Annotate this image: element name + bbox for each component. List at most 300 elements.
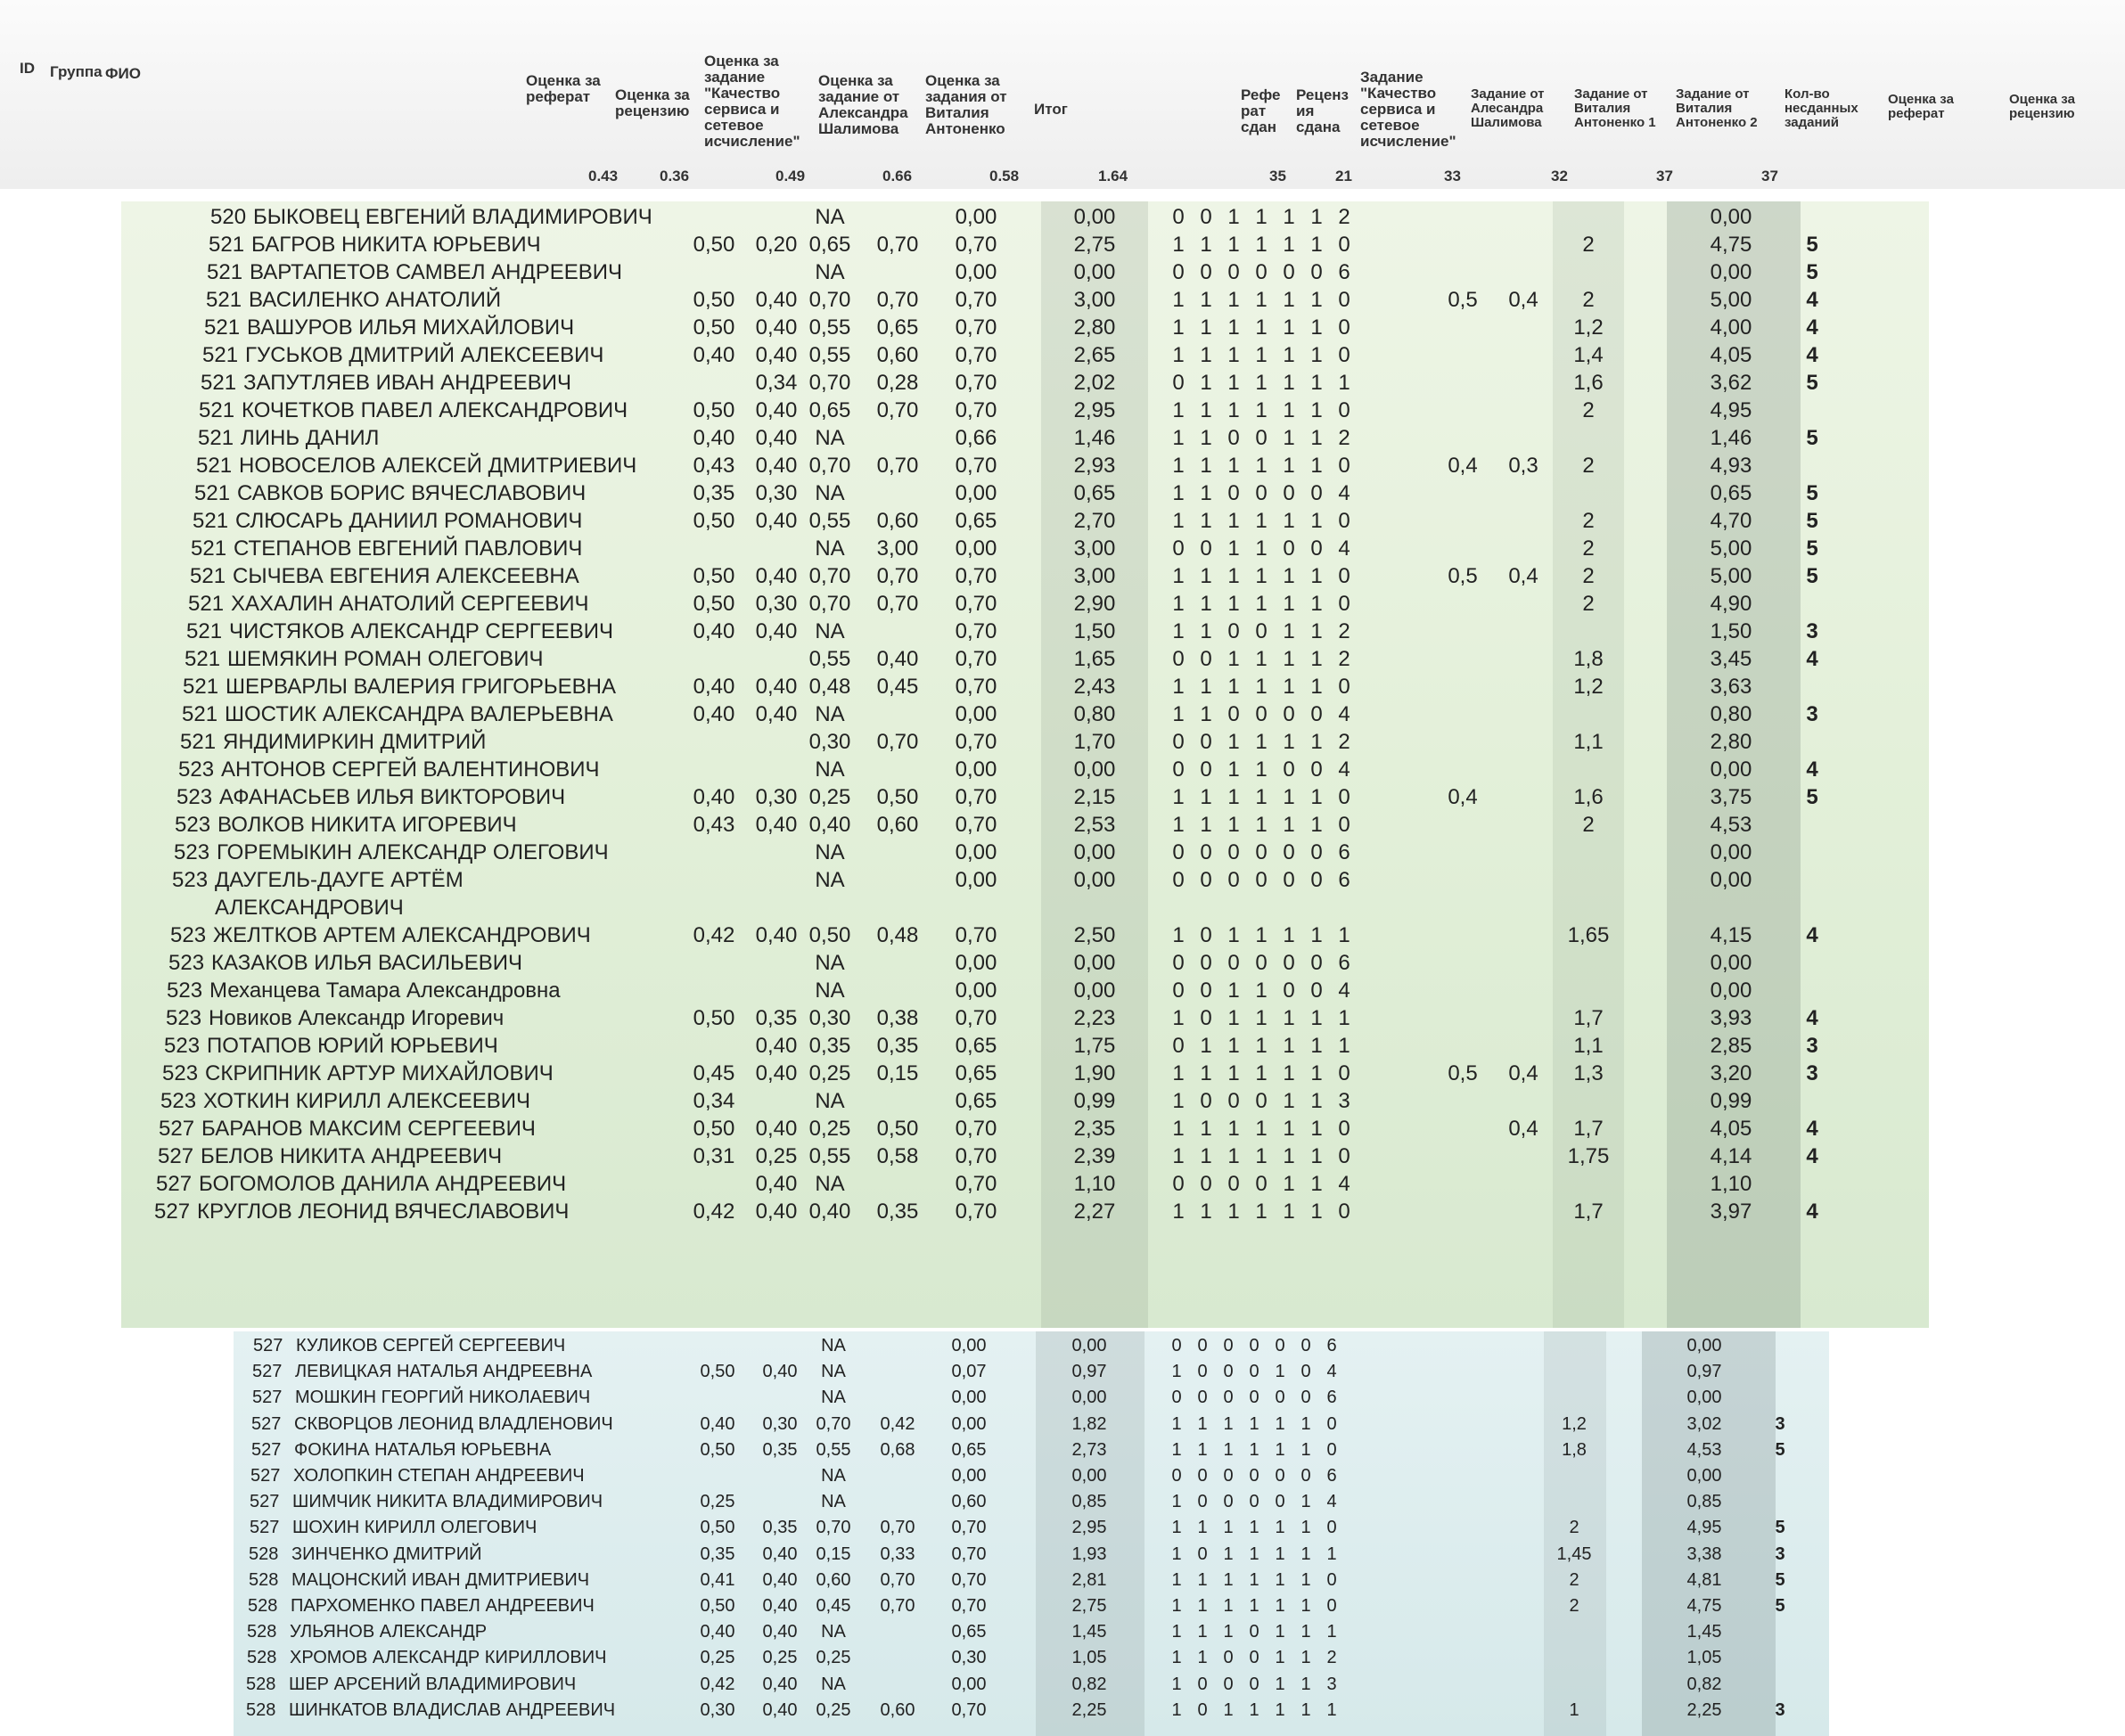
flag-cell: 0 — [1200, 1006, 1212, 1030]
name-cell: ШЕР АРСЕНИЙ ВЛАДИМИРОВИЧ — [289, 1674, 577, 1694]
total-cell: 2,95 — [1071, 1518, 1107, 1538]
referat-score-cell: 0,50 — [693, 1117, 735, 1141]
total-cell: 2,02 — [1073, 371, 1116, 395]
group-cell: 523 — [178, 757, 215, 782]
flag-cell: 1 — [1275, 1674, 1285, 1694]
total-cell: 0,00 — [1073, 868, 1116, 892]
flag-cell: 1 — [1310, 1089, 1323, 1113]
qos-task-score-cell: NA — [815, 481, 845, 505]
total-cell: 0,00 — [1071, 1388, 1107, 1408]
flag-cell: 0 — [1255, 951, 1268, 975]
flag-cell: 0 — [1338, 454, 1350, 478]
antonenko-score-cell: 0,00 — [955, 260, 997, 284]
review-score-cell: 0,40 — [755, 675, 798, 699]
antonenko-score-cell: 0,70 — [955, 730, 997, 754]
flag-cell: 0 — [1200, 757, 1212, 782]
flag-cell: 0 — [1197, 1699, 1208, 1720]
flag-cell: 1 — [1171, 1362, 1182, 1382]
antonenko-score-cell: 0,00 — [955, 951, 997, 975]
qos-task-score-cell: NA — [815, 979, 845, 1003]
flag-cell: 0 — [1283, 951, 1295, 975]
antonenko-score-cell: 0,70 — [951, 1569, 987, 1590]
flag-cell: 1 — [1172, 509, 1185, 533]
antonenko-score-cell: 0,70 — [955, 1200, 997, 1224]
shalimov-score-cell: 0,70 — [880, 1518, 915, 1538]
referat-score-cell: 0,50 — [700, 1362, 735, 1382]
flag-cell: 1 — [1275, 1648, 1285, 1668]
referat-score-cell: 0,50 — [693, 509, 735, 533]
header-col-weight: 0.58 — [989, 168, 1020, 184]
group-cell: 521 — [185, 647, 221, 671]
flag-cell: 1 — [1172, 481, 1185, 505]
header-col-weight: 21 — [1335, 168, 1352, 184]
flag-cell: 1 — [1283, 1200, 1295, 1224]
antonenko-score-cell: 0,70 — [955, 1006, 997, 1030]
flag-cell: 1 — [1338, 371, 1350, 395]
review-score-cell: 0,40 — [762, 1674, 798, 1694]
header-col-label: Итог — [1034, 101, 1068, 118]
name-cell: ЧИСТЯКОВ АЛЕКСАНДР СЕРГЕЕВИЧ — [229, 619, 613, 643]
flag-cell: 1 — [1283, 398, 1295, 422]
task2-cell: 0,00 — [1710, 840, 1752, 864]
flag-cell: 1 — [1200, 564, 1212, 588]
flag-cell: 1 — [1255, 288, 1268, 312]
flag-cell: 1 — [1310, 1172, 1323, 1196]
extra-b-cell: 0,4 — [1508, 1061, 1538, 1085]
flag-cell: 1 — [1255, 371, 1268, 395]
flag-cell: 0 — [1223, 1336, 1234, 1355]
qos-task-score-cell: NA — [815, 1089, 845, 1113]
task2-cell: 3,02 — [1686, 1413, 1722, 1434]
flag-cell: 1 — [1200, 702, 1212, 726]
flag-cell: 1 — [1227, 592, 1240, 616]
flag-cell: 1 — [1200, 592, 1212, 616]
flag-cell: 0 — [1200, 730, 1212, 754]
flag-cell: 0 — [1255, 1089, 1268, 1113]
review-score-cell: 0,25 — [762, 1648, 798, 1668]
review-score-cell: 0,34 — [755, 371, 798, 395]
flag-cell: 2 — [1326, 1648, 1337, 1668]
flag-cell: 0 — [1249, 1336, 1259, 1355]
group-cell: 523 — [164, 1034, 201, 1058]
task2-cell: 4,95 — [1710, 398, 1752, 422]
shalimov-score-cell: 0,70 — [876, 233, 919, 257]
referat-score-cell: 0,35 — [700, 1544, 735, 1564]
flag-cell: 2 — [1338, 426, 1350, 450]
name-cell: БОГОМОЛОВ ДАНИЛА АНДРЕЕВИЧ — [199, 1172, 567, 1196]
flag-cell: 0 — [1338, 315, 1350, 340]
name-cell: БЕЛОВ НИКИТА АНДРЕЕВИЧ — [201, 1144, 503, 1168]
table-row — [121, 1170, 1929, 1198]
flag-cell: 1 — [1283, 233, 1295, 257]
flag-cell: 0 — [1200, 923, 1212, 947]
flag-cell: 1 — [1338, 1034, 1350, 1058]
total-cell: 1,93 — [1071, 1544, 1107, 1564]
flag-cell: 0 — [1197, 1336, 1208, 1355]
total-cell: 1,75 — [1073, 1034, 1116, 1058]
unsubmitted-count-cell: 4 — [1806, 1200, 1818, 1224]
antonenko-score-cell: 0,00 — [955, 979, 997, 1003]
flag-cell: 1 — [1200, 1061, 1212, 1085]
unsubmitted-count-cell: 5 — [1806, 564, 1818, 588]
group-cell: 521 — [191, 536, 227, 561]
flag-cell: 0 — [1227, 481, 1240, 505]
unsubmitted-count-cell: 4 — [1806, 1144, 1818, 1168]
flag-cell: 1 — [1200, 1117, 1212, 1141]
flag-cell: 0 — [1227, 951, 1240, 975]
total-cell: 2,50 — [1073, 923, 1116, 947]
flag-cell: 0 — [1227, 260, 1240, 284]
flag-cell: 1 — [1227, 1034, 1240, 1058]
task2-cell: 4,05 — [1710, 1117, 1752, 1141]
name-cell: ХРОМОВ АЛЕКСАНДР КИРИЛЛОВИЧ — [290, 1648, 607, 1668]
antonenko-score-cell: 0,70 — [955, 1144, 997, 1168]
group-cell: 521 — [196, 454, 233, 478]
flag-cell: 1 — [1255, 315, 1268, 340]
table-row — [121, 839, 1929, 866]
flag-cell: 1 — [1200, 1144, 1212, 1168]
flag-cell: 1 — [1283, 730, 1295, 754]
table-row — [234, 1542, 1829, 1568]
group-cell: 521 — [201, 371, 237, 395]
total-cell: 2,35 — [1073, 1117, 1116, 1141]
referat-score-cell: 0,42 — [693, 923, 735, 947]
total-cell: 2,73 — [1071, 1439, 1107, 1460]
table-block-2 — [234, 1331, 1829, 1736]
header-col-weight: 37 — [1656, 168, 1673, 184]
flag-cell: 1 — [1255, 564, 1268, 588]
flag-cell: 1 — [1275, 1518, 1285, 1538]
shalimov-score-cell: 0,35 — [876, 1034, 919, 1058]
referat-score-cell: 0,50 — [700, 1439, 735, 1460]
flag-cell: 1 — [1255, 343, 1268, 367]
antonenko-score-cell: 0,70 — [955, 647, 997, 671]
flag-cell: 0 — [1255, 840, 1268, 864]
group-cell: 521 — [193, 509, 229, 533]
shalimov-score-cell: 0,70 — [876, 730, 919, 754]
extra-a-cell: 0,5 — [1448, 288, 1478, 312]
name-cell: КОЧЕТКОВ ПАВЕЛ АЛЕКСАНДРОВИЧ — [242, 398, 628, 422]
extra-a-cell: 0,4 — [1448, 785, 1478, 809]
task2-cell: 4,70 — [1710, 509, 1752, 533]
task1-cell: 2 — [1582, 564, 1595, 588]
name-cell: ДАУГЕЛЬ-ДАУГЕ АРТЁМ АЛЕКСАНДРОВИЧ — [215, 868, 464, 920]
table-row — [121, 756, 1929, 783]
antonenko-score-cell: 0,70 — [955, 675, 997, 699]
name-cell: ГОРЕМЫКИН АЛЕКСАНДР ОЛЕГОВИЧ — [217, 840, 609, 864]
name-cell: ШОХИН КИРИЛЛ ОЛЕГОВИЧ — [292, 1518, 537, 1538]
unsubmitted-count-cell: 4 — [1806, 315, 1818, 340]
task1-cell: 1,1 — [1573, 730, 1604, 754]
review-score-cell: 0,30 — [755, 481, 798, 505]
table-row — [234, 1359, 1829, 1385]
shalimov-score-cell: 0,40 — [876, 647, 919, 671]
flag-cell: 1 — [1255, 785, 1268, 809]
flag-cell: 0 — [1172, 647, 1185, 671]
flag-cell: 0 — [1227, 619, 1240, 643]
flag-cell: 1 — [1283, 426, 1295, 450]
task1-cell: 1,2 — [1573, 315, 1604, 340]
group-cell: 523 — [166, 1006, 202, 1030]
flag-cell: 1 — [1310, 675, 1323, 699]
flag-cell: 0 — [1275, 1492, 1285, 1512]
flag-cell: 1 — [1227, 343, 1240, 367]
qos-task-score-cell: 0,45 — [816, 1596, 851, 1616]
qos-task-score-cell: 0,50 — [808, 923, 851, 947]
referat-score-cell: 0,35 — [693, 481, 735, 505]
referat-score-cell: 0,40 — [700, 1622, 735, 1642]
flag-cell: 2 — [1338, 647, 1350, 671]
name-cell: ВАРТАПЕТОВ САМВЕЛ АНДРЕЕВИЧ — [250, 260, 623, 284]
flag-cell: 1 — [1223, 1518, 1234, 1538]
flag-cell: 0 — [1200, 205, 1212, 229]
name-cell: ШЕМЯКИН РОМАН ОЛЕГОВИЧ — [227, 647, 544, 671]
flag-cell: 1 — [1172, 619, 1185, 643]
flag-cell: 1 — [1255, 1034, 1268, 1058]
group-cell: 521 — [190, 564, 226, 588]
task2-cell: 4,53 — [1710, 813, 1752, 837]
name-cell: ШЕРВАРЛЫ ВАЛЕРИЯ ГРИГОРЬЕВНА — [226, 675, 616, 699]
flag-cell: 2 — [1338, 730, 1350, 754]
flag-cell: 1 — [1283, 343, 1295, 367]
flag-cell: 6 — [1338, 840, 1350, 864]
review-score-cell: 0,40 — [755, 1200, 798, 1224]
task1-cell: 2 — [1569, 1569, 1579, 1590]
group-cell: 528 — [247, 1648, 277, 1668]
task2-cell: 4,00 — [1710, 315, 1752, 340]
flag-cell: 1 — [1283, 1061, 1295, 1085]
table-header — [0, 0, 2125, 189]
table-row — [234, 1593, 1829, 1619]
antonenko-score-cell: 0,70 — [951, 1518, 987, 1538]
review-score-cell: 0,40 — [755, 1117, 798, 1141]
flag-cell: 1 — [1171, 1544, 1182, 1564]
flag-cell: 1 — [1283, 813, 1295, 837]
referat-score-cell: 0,40 — [700, 1413, 735, 1434]
task2-cell: 3,75 — [1710, 785, 1752, 809]
table-row — [121, 728, 1929, 756]
name-cell: ХОТКИН КИРИЛЛ АЛЕКСЕЕВИЧ — [203, 1089, 531, 1113]
flag-cell: 0 — [1172, 730, 1185, 754]
qos-task-score-cell: 0,55 — [808, 1144, 851, 1168]
name-cell: СКВОРЦОВ ЛЕОНИД ВЛАДЛЕНОВИЧ — [294, 1413, 613, 1434]
header-col-label: Задание "Качество сервиса и сетевое исчисление" — [1360, 69, 1456, 150]
total-cell: 0,00 — [1071, 1336, 1107, 1355]
antonenko-score-cell: 0,00 — [951, 1336, 987, 1355]
flag-cell: 0 — [1200, 979, 1212, 1003]
qos-task-score-cell: 0,60 — [816, 1569, 851, 1590]
flag-cell: 1 — [1249, 1569, 1259, 1590]
group-cell: 521 — [206, 288, 242, 312]
flag-cell: 1 — [1310, 1006, 1323, 1030]
task1-cell: 1,2 — [1573, 675, 1604, 699]
antonenko-score-cell: 0,70 — [955, 233, 997, 257]
antonenko-score-cell: 0,70 — [955, 1117, 997, 1141]
total-cell: 2,23 — [1073, 1006, 1116, 1030]
flag-cell: 1 — [1255, 205, 1268, 229]
task1-cell: 2 — [1582, 509, 1595, 533]
qos-task-score-cell: NA — [821, 1674, 846, 1694]
task2-cell: 0,00 — [1710, 868, 1752, 892]
flag-cell: 1 — [1275, 1569, 1285, 1590]
shalimov-score-cell: 0,42 — [880, 1413, 915, 1434]
shalimov-score-cell: 0,70 — [876, 564, 919, 588]
group-cell: 527 — [251, 1413, 282, 1434]
task2-cell: 3,97 — [1710, 1200, 1752, 1224]
flag-cell: 0 — [1172, 1034, 1185, 1058]
name-cell: ШИМЧИК НИКИТА ВЛАДИМИРОВИЧ — [292, 1492, 603, 1512]
flag-cell: 1 — [1283, 1006, 1295, 1030]
flag-cell: 1 — [1227, 730, 1240, 754]
flag-cell: 1 — [1227, 1200, 1240, 1224]
review-score-cell: 0,35 — [755, 1006, 798, 1030]
task2-cell: 1,10 — [1710, 1172, 1752, 1196]
flag-cell: 1 — [1171, 1569, 1182, 1590]
table-row — [121, 1115, 1929, 1142]
antonenko-score-cell: 0,00 — [955, 840, 997, 864]
flag-cell: 1 — [1249, 1518, 1259, 1538]
table-row — [121, 1142, 1929, 1170]
flag-cell: 1 — [1172, 785, 1185, 809]
qos-task-score-cell: NA — [821, 1362, 846, 1382]
flag-cell: 1 — [1283, 1172, 1295, 1196]
flag-cell: 0 — [1200, 260, 1212, 284]
flag-cell: 0 — [1300, 1336, 1311, 1355]
flag-cell: 1 — [1197, 1648, 1208, 1668]
flag-cell: 0 — [1338, 288, 1350, 312]
extra-a-cell: 0,5 — [1448, 1061, 1478, 1085]
task2-cell: 3,45 — [1710, 647, 1752, 671]
flag-cell: 6 — [1326, 1466, 1337, 1486]
flag-cell: 0 — [1338, 592, 1350, 616]
task1-cell: 1,8 — [1573, 647, 1604, 671]
flag-cell: 1 — [1283, 675, 1295, 699]
qos-task-score-cell: 0,40 — [808, 813, 851, 837]
flag-cell: 1 — [1197, 1439, 1208, 1460]
flag-cell: 1 — [1172, 343, 1185, 367]
flag-cell: 1 — [1227, 757, 1240, 782]
task1-cell: 1,65 — [1567, 923, 1610, 947]
referat-score-cell: 0,40 — [693, 675, 735, 699]
task2-cell: 0,00 — [1686, 1336, 1722, 1355]
table-row — [121, 1060, 1929, 1087]
referat-score-cell: 0,50 — [693, 592, 735, 616]
flag-cell: 0 — [1172, 868, 1185, 892]
flag-cell: 0 — [1283, 536, 1295, 561]
total-cell: 2,15 — [1073, 785, 1116, 809]
task1-cell: 1,3 — [1573, 1061, 1604, 1085]
name-cell: ГУСЬКОВ ДМИТРИЙ АЛЕКСЕЕВИЧ — [245, 343, 604, 367]
header-col-label: Оценка за рецензию — [615, 86, 690, 119]
task1-cell: 1,7 — [1573, 1117, 1604, 1141]
review-score-cell: 0,40 — [755, 398, 798, 422]
flag-cell: 0 — [1283, 840, 1295, 864]
flag-cell: 1 — [1200, 343, 1212, 367]
flag-cell: 1 — [1255, 454, 1268, 478]
flag-cell: 1 — [1197, 1596, 1208, 1616]
review-score-cell: 0,40 — [755, 702, 798, 726]
referat-score-cell: 0,25 — [700, 1648, 735, 1668]
total-cell: 1,45 — [1071, 1622, 1107, 1642]
total-cell: 2,43 — [1073, 675, 1116, 699]
unsubmitted-count-cell: 5 — [1775, 1439, 1785, 1460]
qos-task-score-cell: NA — [815, 619, 845, 643]
flag-cell: 0 — [1255, 426, 1268, 450]
qos-task-score-cell: 0,70 — [816, 1413, 851, 1434]
flag-cell: 0 — [1172, 951, 1185, 975]
flag-cell: 1 — [1227, 205, 1240, 229]
group-cell: 527 — [156, 1172, 193, 1196]
table-row — [234, 1515, 1829, 1541]
task2-cell: 1,05 — [1686, 1648, 1722, 1668]
total-cell: 2,90 — [1073, 592, 1116, 616]
referat-score-cell: 0,50 — [693, 1006, 735, 1030]
flag-cell: 0 — [1255, 619, 1268, 643]
flag-cell: 0 — [1283, 481, 1295, 505]
table-row — [234, 1645, 1829, 1671]
flag-cell: 0 — [1223, 1492, 1234, 1512]
qos-task-score-cell: NA — [815, 426, 845, 450]
table-row — [121, 452, 1929, 479]
antonenko-score-cell: 0,07 — [951, 1362, 987, 1382]
flag-cell: 1 — [1300, 1622, 1311, 1642]
flag-cell: 1 — [1227, 1061, 1240, 1085]
task2-cell: 4,93 — [1710, 454, 1752, 478]
shalimov-score-cell: 0,50 — [876, 785, 919, 809]
flag-cell: 0 — [1200, 951, 1212, 975]
antonenko-score-cell: 0,66 — [955, 426, 997, 450]
group-cell: 521 — [180, 730, 217, 754]
flag-cell: 0 — [1249, 1466, 1259, 1486]
flag-cell: 1 — [1310, 1061, 1323, 1085]
name-cell: ФОКИНА НАТАЛЬЯ ЮРЬЕВНА — [294, 1439, 552, 1460]
unsubmitted-count-cell: 5 — [1806, 536, 1818, 561]
flag-cell: 1 — [1200, 288, 1212, 312]
qos-task-score-cell: NA — [815, 1172, 845, 1196]
qos-task-score-cell: 0,35 — [808, 1034, 851, 1058]
flag-cell: 1 — [1227, 785, 1240, 809]
flag-cell: 0 — [1338, 813, 1350, 837]
group-cell: 527 — [250, 1492, 280, 1512]
flag-cell: 1 — [1310, 1034, 1323, 1058]
flag-cell: 0 — [1223, 1674, 1234, 1694]
flag-cell: 1 — [1283, 785, 1295, 809]
extra-a-cell: 0,5 — [1448, 564, 1478, 588]
referat-score-cell: 0,42 — [700, 1674, 735, 1694]
unsubmitted-count-cell: 4 — [1806, 1117, 1818, 1141]
table-row — [121, 673, 1929, 700]
review-score-cell: 0,35 — [762, 1518, 798, 1538]
flag-cell: 1 — [1283, 509, 1295, 533]
flag-cell: 0 — [1249, 1648, 1259, 1668]
total-cell: 0,80 — [1073, 702, 1116, 726]
flag-cell: 1 — [1223, 1699, 1234, 1720]
flag-cell: 1 — [1310, 398, 1323, 422]
flag-cell: 1 — [1283, 371, 1295, 395]
unsubmitted-count-cell: 4 — [1806, 288, 1818, 312]
flag-cell: 1 — [1227, 371, 1240, 395]
antonenko-score-cell: 0,70 — [955, 619, 997, 643]
task2-cell: 0,99 — [1710, 1089, 1752, 1113]
flag-cell: 1 — [1249, 1439, 1259, 1460]
total-cell: 0,82 — [1071, 1674, 1107, 1694]
flag-cell: 0 — [1338, 1144, 1350, 1168]
flag-cell: 1 — [1200, 481, 1212, 505]
total-cell: 1,50 — [1073, 619, 1116, 643]
review-score-cell: 0,40 — [755, 813, 798, 837]
header-col-label: Оценка за задание "Качество сервиса и сетевое исчисление" — [704, 53, 800, 150]
antonenko-score-cell: 0,00 — [951, 1388, 987, 1408]
